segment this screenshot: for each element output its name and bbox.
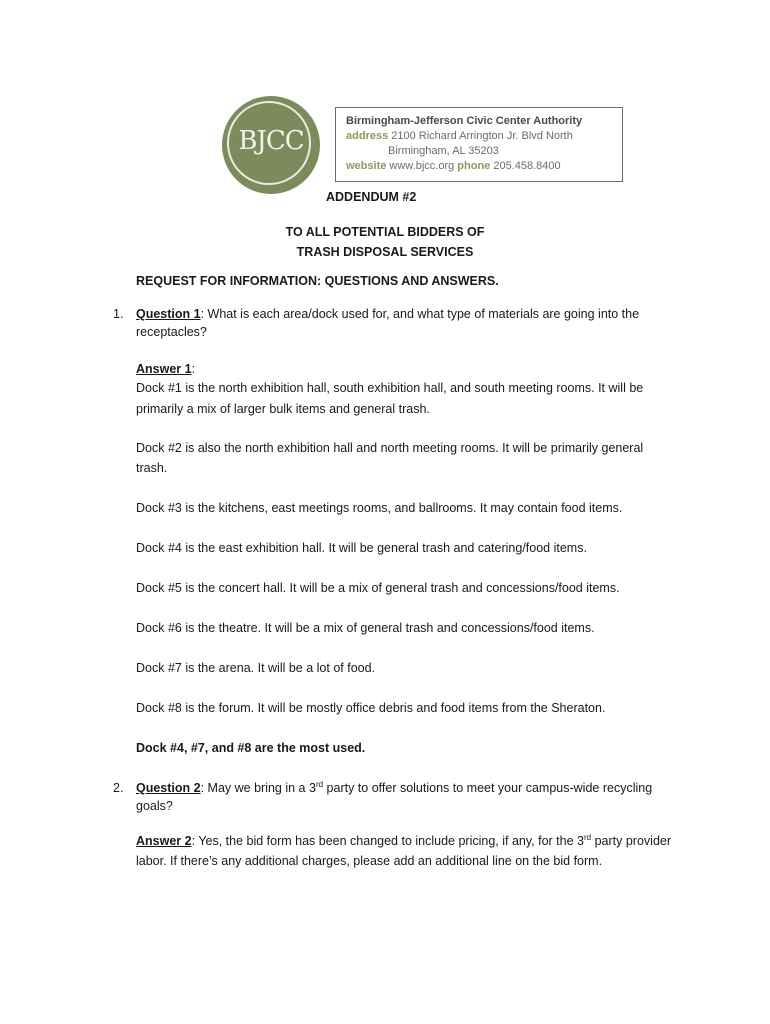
addendum-title: ADDENDUM #2 — [326, 190, 417, 204]
a2-line1 — [136, 831, 671, 851]
q2-line1 — [136, 778, 652, 798]
dock-6: Dock #6 is the theatre. It will be a mix of general trash and concessions/food items. — [136, 621, 595, 635]
bidders-heading: TO ALL POTENTIAL BIDDERS OF — [285, 225, 485, 239]
dock-1-line2: primarily a mix of larger bulk items and general trash. — [136, 402, 430, 416]
dock-2-line2: trash. — [136, 461, 168, 475]
dock-1-line1: Dock #1 is the north exhibition hall, south exhibition hall, and south meeting rooms. It will be — [136, 381, 644, 395]
address-street: 2100 Richard Arrington Jr. Blvd North — [391, 130, 573, 142]
a2-text-b: party provider — [591, 834, 672, 848]
address-city: Birmingham, AL 35203 — [388, 145, 499, 157]
q2-text-a: : May we bring in a 3 — [200, 781, 316, 795]
address-line — [346, 129, 622, 144]
logo-text: BJCC — [238, 126, 304, 156]
phone-value: 205.458.8400 — [493, 160, 561, 172]
q2-number: 2. — [113, 781, 124, 795]
dock-4: Dock #4 is the east exhibition hall. It will be general trash and catering/food items. — [136, 541, 587, 555]
a1-heading — [136, 359, 195, 379]
dock-3: Dock #3 is the kitchens, east meetings rooms, and ballrooms. It may contain food items. — [136, 501, 623, 515]
contact-line — [346, 159, 622, 174]
dock-2-line1: Dock #2 is also the north exhibition hall and north meeting rooms. It will be primarily general — [136, 441, 644, 455]
most-used-docks: Dock #4, #7, and #8 are the most used. — [136, 741, 366, 755]
address-label: address — [346, 130, 389, 142]
org-name: Birmingham-Jefferson Civic Center Authority — [346, 115, 583, 127]
q2-text-b: party to offer solutions to meet your campus-wide recycling — [323, 781, 653, 795]
address-box — [335, 107, 623, 182]
q1-label: Question 1 — [136, 307, 201, 321]
rfi-heading: REQUEST FOR INFORMATION: QUESTIONS AND ANSWERS. — [136, 274, 499, 288]
q2-superscript: rd — [315, 779, 324, 789]
bjcc-logo — [222, 96, 320, 194]
q2-label: Question 2 — [136, 781, 201, 795]
q1-number: 1. — [113, 307, 124, 321]
a2-line2: labor. If there’s any additional charges, please add an additional line on the bid form. — [136, 854, 603, 868]
services-heading: TRASH DISPOSAL SERVICES — [296, 245, 474, 259]
dock-5: Dock #5 is the concert hall. It will be a mix of general trash and concessions/food items. — [136, 581, 620, 595]
a2-text-a: : Yes, the bid form has been changed to include pricing, if any, for the 3 — [191, 834, 584, 848]
q1-line2: receptacles? — [136, 325, 207, 339]
a1-label: Answer 1 — [136, 362, 192, 376]
website-value: www.bjcc.org — [389, 160, 455, 172]
q1-line1 — [136, 304, 639, 324]
a2-label: Answer 2 — [136, 834, 192, 848]
a2-superscript: rd — [583, 832, 592, 842]
a1-colon: : — [191, 362, 196, 376]
q2-line2: goals? — [136, 799, 173, 813]
dock-8: Dock #8 is the forum. It will be mostly office debris and food items from the Sheraton. — [136, 701, 606, 715]
q1-text: : What is each area/dock used for, and what type of materials are going into the — [200, 307, 640, 321]
phone-label: phone — [457, 160, 491, 172]
website-label: website — [346, 160, 387, 172]
dock-7: Dock #7 is the arena. It will be a lot of food. — [136, 661, 376, 675]
